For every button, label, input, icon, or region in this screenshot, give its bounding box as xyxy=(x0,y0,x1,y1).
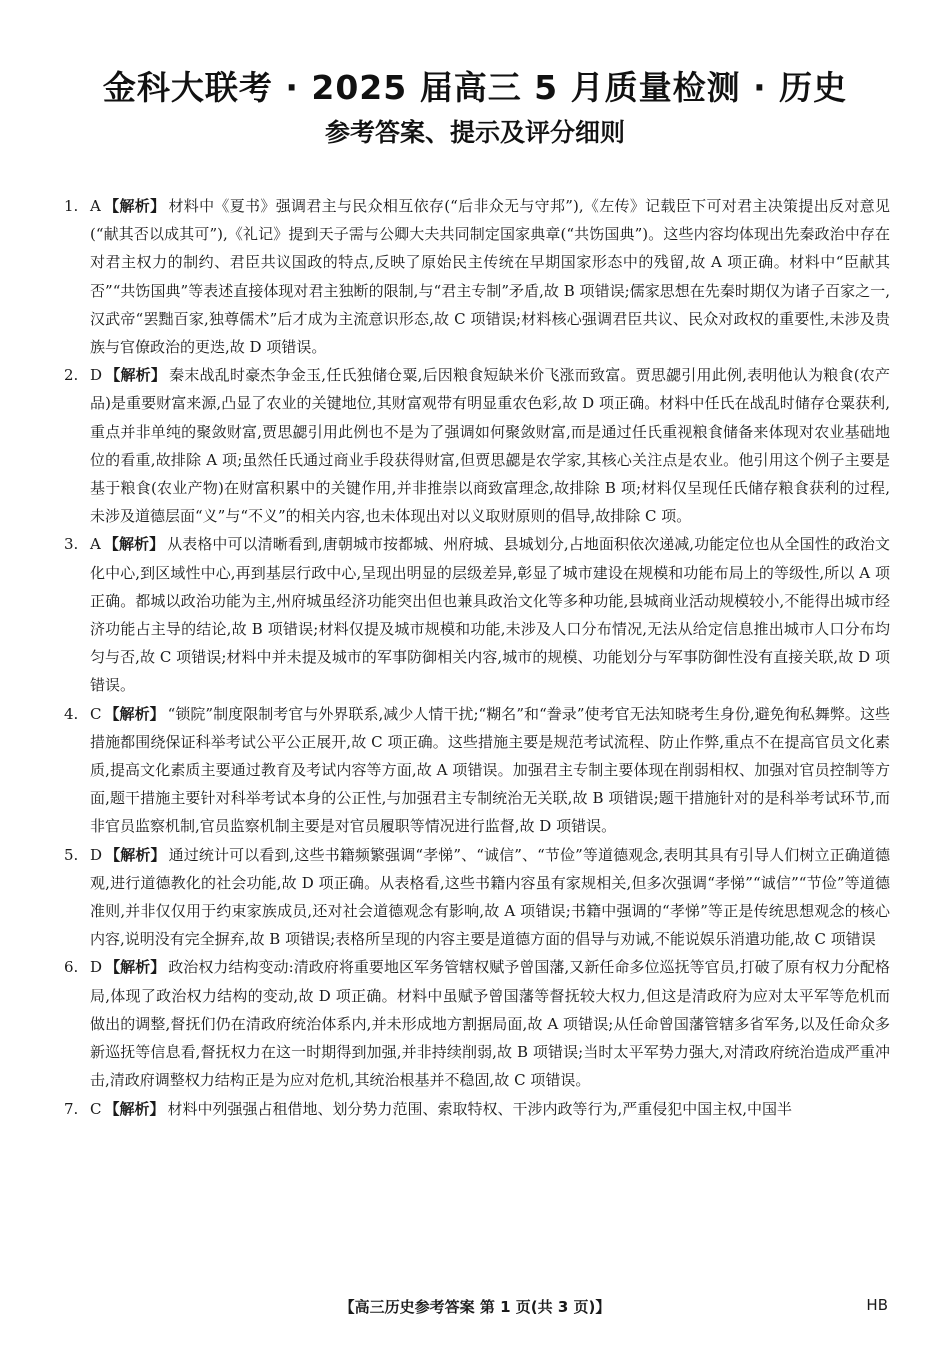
question-number: 3. xyxy=(64,535,79,554)
page-subtitle: 参考答案、提示及评分细则 xyxy=(324,118,625,147)
question-answer: A xyxy=(90,197,101,215)
question-number: 4. xyxy=(64,704,79,723)
question-number: 7. xyxy=(64,1099,79,1118)
answer-list xyxy=(64,192,890,1123)
page-footer xyxy=(0,1296,950,1318)
question-answer: C xyxy=(90,704,102,723)
analysis-tag: 【解析】 xyxy=(105,845,166,864)
analysis-tag: 【解析】 xyxy=(103,197,166,215)
analysis-tag: 【解析】 xyxy=(104,704,165,723)
question-item-5 xyxy=(64,841,890,954)
question-item-4 xyxy=(64,700,890,841)
analysis-tag: 【解析】 xyxy=(104,1099,165,1118)
question-item-3 xyxy=(64,530,890,699)
question-answer: D xyxy=(90,958,103,977)
question-explanation: 通过统计可以看到,这些书籍频繁强调“孝悌”、“诚信”、“节俭”等道德观念,表明其具有引导人们树立正确道德观,进行道德教化的社会功能,故 D 项正确。从表格看,这些书籍内容虽有家规相关,但多次强调“孝悌”“诚信”“节俭”等道德准则,并非仅仅用于约束家族成员,还对社会道德观念有影响,故 A 项错误;书籍中强调的“孝悌”等正是传统思想观念的核心内容,说明没有完全摒弃,故 B 项错误;表格所呈现的内容主要是道德方面的倡导与劝诫,不能说娱乐消遣功能,故 C 项错误 xyxy=(90,845,890,949)
question-explanation: 材料中《夏书》强调君主与民众相互依存(“后非众无与守邦”),《左传》记载臣下可对君主决策提出反对意见(“献其否以成其可”),《礼记》提到天子需与公卿大夫共同制定国家典章(“共饬国典”)。这些内容均体现出先秦政治中存在对君主权力的制约、君臣共议国政的特点,反映了原始民主传统在早期国家形态中的残留,故 A 项正确。材料中“臣献其否”“共饬国典”等表述直接体现对君主独断的限制,与“君主专制”矛盾,故 B 项错误;儒家思想在先秦时期仅为诸子百家之一,汉武帝“罢黜百家,独尊儒术”后才成为主流意识形态,故 C 项错误;材料核心强调君臣共议、民众对政权的重要性,未涉及贵族与官僚政治的更迭,故 D 项错误。 xyxy=(90,197,890,357)
question-item-2 xyxy=(64,361,890,530)
analysis-tag: 【解析】 xyxy=(103,535,165,554)
question-answer: D xyxy=(90,845,103,864)
footer-page-label: 【高三历史参考答案 第 1 页(共 3 页)】 xyxy=(339,1298,611,1316)
question-item-7 xyxy=(64,1095,890,1123)
question-explanation: “锁院”制度限制考官与外界联系,减少人情干扰;“糊名”和“誊录”使考官无法知晓考生身份,避免徇私舞弊。这些措施都围绕保证科举考试公平公正展开,故 C 项正确。这些措施主要是规范考试流程、防止作弊,重点不在提高官员文化素质,提高文化素质主要通过教育及考试内容等方面,故 A 项错误。加强君主专制主要体现在削弱相权、加强对官员控制等方面,题干措施主要针对科举考试本身的公正性,与加强君主专制统治无关联,故 B 项错误;题干措施针对的是科举考试环节,而非官员监察机制,官员监察机制主要是对官员履职等情况进行监督,故 D 项错误。 xyxy=(90,704,890,836)
analysis-tag: 【解析】 xyxy=(105,366,167,385)
question-answer: A xyxy=(90,535,101,554)
footer-code: HB xyxy=(866,1296,888,1314)
analysis-tag: 【解析】 xyxy=(105,958,166,977)
question-explanation: 政治权力结构变动:清政府将重要地区军务管辖权赋予曾国藩,又新任命多位巡抚等官员,打破了原有权力分配格局,体现了政治权力结构的变动,故 D 项正确。材料中虽赋予曾国藩等督抚较大权力,但这是清政府为应对太平军等危机而做出的调整,督抚们仍在清政府统治体系内,并未形成地方割据局面,故 A 项错误;从任命曾国藩管辖多省军务,以及任命众多新巡抚等信息看,督抚权力在这一时期得到加强,并非持续削弱,故 B 项错误;当时太平军势力强大,对清政府统治造成严重冲击,清政府调整权力结构正是为应对危机,其统治根基并不稳固,故 C 项错误。 xyxy=(90,958,890,1090)
question-explanation: 秦末战乱时豪杰争金玉,任氏独储仓粟,后因粮食短缺米价飞涨而致富。贾思勰引用此例,表明他认为粮食(农产品)是重要财富来源,凸显了农业的关键地位,其财富观带有明显重农色彩,故 D 项正确。材料中任氏在战乱时储存仓粟获利,重点并非单纯的聚敛财富,贾思勰引用此例也不是为了强调如何聚敛财富,而是通过任氏重视粮食储备来体现对农业基础地位的看重,故排除 A 项;虽然任氏通过商业手段获得财富,但贾思勰是农学家,其核心关注点是农业。他引用这个例子主要是基于粮食(农业产物)在财富积累中的关键作用,并非推崇以商致富理念,故排除 B 项;材料仅呈现任氏储存粮食获利的过程,未涉及道德层面“义”与“不义”的相关内容,也未体现出对以义取财原则的倡导,故排除 C 项。 xyxy=(90,366,890,526)
question-explanation: 材料中列强强占租借地、划分势力范围、索取特权、干涉内政等行为,严重侵犯中国主权,中国半 xyxy=(167,1099,793,1118)
question-number: 5. xyxy=(64,845,79,864)
question-number: 6. xyxy=(64,958,79,977)
question-number: 1. xyxy=(64,197,79,215)
question-number: 2. xyxy=(64,366,79,385)
question-explanation: 从表格中可以清晰看到,唐朝城市按都城、州府城、县城划分,占地面积依次递减,功能定位也从全国性的政治文化中心,到区域性中心,再到基层行政中心,呈现出明显的层级差异,彰显了城市建设在规模和功能布局上的等级性,所以 A 项正确。都城以政治功能为主,州府城虽经济功能突出但也兼具政治文化等多种功能,县城商业活动规模较小,不能得出城市经济功能占主导的结论,故 B 项错误;材料仅提及城市规模和功能,未涉及人口分布情况,无法从给定信息推出城市人口分布均匀与否,故 C 项错误;材料中并未提及城市的军事防御相关内容,城市的规模、功能划分与军事防御性没有直接关联,故 D 项错误。 xyxy=(90,535,890,695)
question-answer: C xyxy=(90,1099,102,1118)
question-item-6 xyxy=(64,953,890,1094)
question-answer: D xyxy=(90,366,103,385)
question-item-1 xyxy=(64,192,890,361)
page-title: 金科大联考 · 2025 届高三 5 月质量检测 · 历史 xyxy=(102,68,848,107)
